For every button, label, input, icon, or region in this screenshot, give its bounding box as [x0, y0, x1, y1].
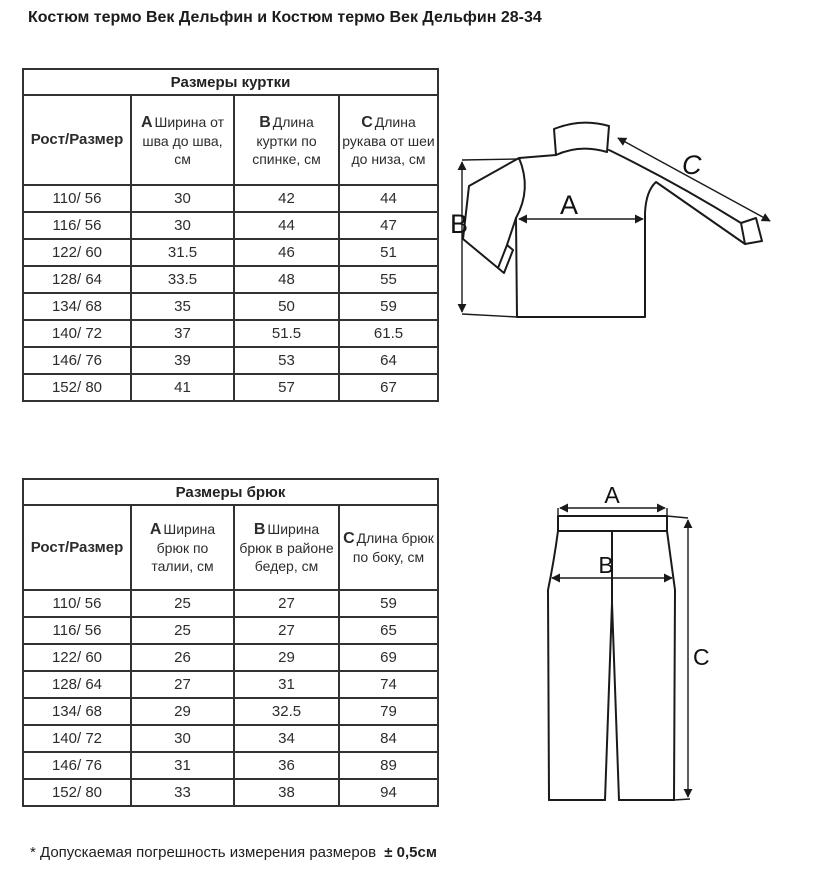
value-cell-a: 27	[131, 671, 234, 698]
size-cell: 146/ 76	[23, 752, 131, 779]
col-letter-b: B	[259, 113, 271, 131]
value-cell-c: 59	[339, 293, 438, 320]
jacket-size-row	[23, 293, 438, 320]
size-cell: 110/ 56	[23, 590, 131, 617]
jacket-col-a	[131, 95, 234, 185]
value-cell-a: 31	[131, 752, 234, 779]
pants-label-a: A	[604, 485, 620, 508]
value-cell-b: 53	[234, 347, 339, 374]
col-letter-a: A	[140, 113, 153, 131]
col-label-c: Длина рукава от шеи до низа, см	[342, 113, 435, 167]
ref-line-bottom	[462, 314, 517, 317]
footnote-text: Допускаемая погрешность измерения размеров	[40, 844, 377, 861]
footnote-tolerance: ± 0,5см	[384, 844, 437, 861]
value-cell-b: 51.5	[234, 320, 339, 347]
value-cell-a: 31.5	[131, 239, 234, 266]
ref-ticks-a	[558, 508, 667, 516]
value-cell-b: 42	[234, 185, 339, 212]
value-cell-c: 89	[339, 752, 438, 779]
pants-size-row	[23, 698, 438, 725]
pants-label-b: B	[598, 552, 614, 578]
value-cell-b: 57	[234, 374, 339, 401]
size-cell: 146/ 76	[23, 347, 131, 374]
col-letter-c: C	[361, 113, 373, 131]
size-cell: 116/ 56	[23, 212, 131, 239]
size-cell: 116/ 56	[23, 617, 131, 644]
jacket-size-row	[23, 239, 438, 266]
value-cell-a: 30	[131, 725, 234, 752]
value-cell-b: 27	[234, 617, 339, 644]
jacket-diagram	[450, 98, 829, 338]
pants-label-c: C	[693, 644, 710, 670]
jacket-size-row	[23, 185, 438, 212]
value-cell-b: 31	[234, 671, 339, 698]
value-cell-c: 94	[339, 779, 438, 806]
pants-diagram	[540, 485, 720, 815]
value-cell-a: 33.5	[131, 266, 234, 293]
footnote-marker: *	[30, 844, 36, 861]
jacket-size-row	[23, 374, 438, 401]
jacket-right-cuff	[741, 218, 762, 244]
jacket-size-table	[22, 68, 439, 402]
jacket-left-cuff	[498, 245, 513, 273]
value-cell-a: 30	[131, 212, 234, 239]
value-cell-c: 74	[339, 671, 438, 698]
pants-size-table	[22, 478, 439, 807]
jacket-col-height-size: Рост/Размер	[23, 95, 131, 185]
jacket-label-b: B	[450, 209, 469, 239]
size-cell: 110/ 56	[23, 185, 131, 212]
value-cell-c: 79	[339, 698, 438, 725]
col-label-b: Ширина брюк в районе бедер, см	[239, 521, 334, 574]
jacket-label-c: C	[682, 150, 702, 180]
value-cell-c: 67	[339, 374, 438, 401]
value-cell-c: 65	[339, 617, 438, 644]
col-label-a: Ширина от шва до шва, см	[142, 113, 225, 167]
col-letter-b: B	[253, 521, 266, 538]
value-cell-b: 50	[234, 293, 339, 320]
value-cell-b: 48	[234, 266, 339, 293]
value-cell-c: 59	[339, 590, 438, 617]
value-cell-b: 36	[234, 752, 339, 779]
pants-size-row	[23, 590, 438, 617]
value-cell-a: 33	[131, 779, 234, 806]
pants-col-b	[234, 505, 339, 590]
value-cell-b: 34	[234, 725, 339, 752]
size-cell: 140/ 72	[23, 320, 131, 347]
value-cell-c: 61.5	[339, 320, 438, 347]
size-cell: 122/ 60	[23, 644, 131, 671]
pants-size-row	[23, 617, 438, 644]
pants-col-a	[131, 505, 234, 590]
pants-column-header-row	[23, 505, 438, 590]
col-label-c: Длина брюк по боку, см	[352, 530, 434, 565]
size-cell: 128/ 64	[23, 266, 131, 293]
jacket-size-row	[23, 266, 438, 293]
value-cell-b: 32.5	[234, 698, 339, 725]
pants-col-c	[339, 505, 438, 590]
jacket-line-drawing	[450, 98, 829, 338]
pants-line-drawing	[540, 485, 720, 815]
value-cell-a: 29	[131, 698, 234, 725]
value-cell-a: 25	[131, 617, 234, 644]
value-cell-b: 29	[234, 644, 339, 671]
col-label-a: Ширина брюк по талии, см	[151, 521, 216, 574]
size-cell: 122/ 60	[23, 239, 131, 266]
page-title: Костюм термо Век Дельфин и Костюм термо Век Дельфин 28-34	[28, 9, 542, 26]
jacket-size-row	[23, 320, 438, 347]
value-cell-a: 37	[131, 320, 234, 347]
pants-table-title: Размеры брюк	[23, 479, 438, 505]
pants-col-height-size: Рост/Размер	[23, 505, 131, 590]
size-cell: 152/ 80	[23, 779, 131, 806]
value-cell-a: 26	[131, 644, 234, 671]
pants-size-row	[23, 671, 438, 698]
value-cell-b: 27	[234, 590, 339, 617]
pants-size-row	[23, 779, 438, 806]
jacket-table-title: Размеры куртки	[23, 69, 438, 95]
value-cell-a: 35	[131, 293, 234, 320]
value-cell-b: 38	[234, 779, 339, 806]
size-cell: 152/ 80	[23, 374, 131, 401]
col-label-b: Длина куртки по спинке, см	[252, 113, 321, 167]
value-cell-a: 25	[131, 590, 234, 617]
size-cell: 134/ 68	[23, 293, 131, 320]
value-cell-b: 46	[234, 239, 339, 266]
pants-size-row	[23, 644, 438, 671]
pants-size-row	[23, 752, 438, 779]
ref-line-top	[462, 159, 519, 160]
footnote	[30, 844, 437, 861]
jacket-size-row	[23, 212, 438, 239]
col-letter-c: C	[343, 530, 355, 547]
size-cell: 134/ 68	[23, 698, 131, 725]
col-letter-a: A	[149, 521, 162, 538]
size-cell: 128/ 64	[23, 671, 131, 698]
value-cell-c: 64	[339, 347, 438, 374]
jacket-col-c	[339, 95, 438, 185]
value-cell-c: 55	[339, 266, 438, 293]
jacket-collar	[554, 123, 609, 155]
pants-waistband	[558, 516, 667, 531]
value-cell-c: 44	[339, 185, 438, 212]
jacket-table-title-row	[23, 69, 438, 95]
value-cell-a: 30	[131, 185, 234, 212]
value-cell-c: 51	[339, 239, 438, 266]
value-cell-c: 84	[339, 725, 438, 752]
value-cell-c: 69	[339, 644, 438, 671]
jacket-label-a: A	[560, 190, 579, 220]
pants-size-row	[23, 725, 438, 752]
value-cell-b: 44	[234, 212, 339, 239]
size-cell: 140/ 72	[23, 725, 131, 752]
jacket-col-b	[234, 95, 339, 185]
jacket-outline	[463, 123, 762, 317]
value-cell-a: 39	[131, 347, 234, 374]
jacket-size-row	[23, 347, 438, 374]
value-cell-c: 47	[339, 212, 438, 239]
value-cell-a: 41	[131, 374, 234, 401]
jacket-column-header-row	[23, 95, 438, 185]
pants-table-title-row	[23, 479, 438, 505]
